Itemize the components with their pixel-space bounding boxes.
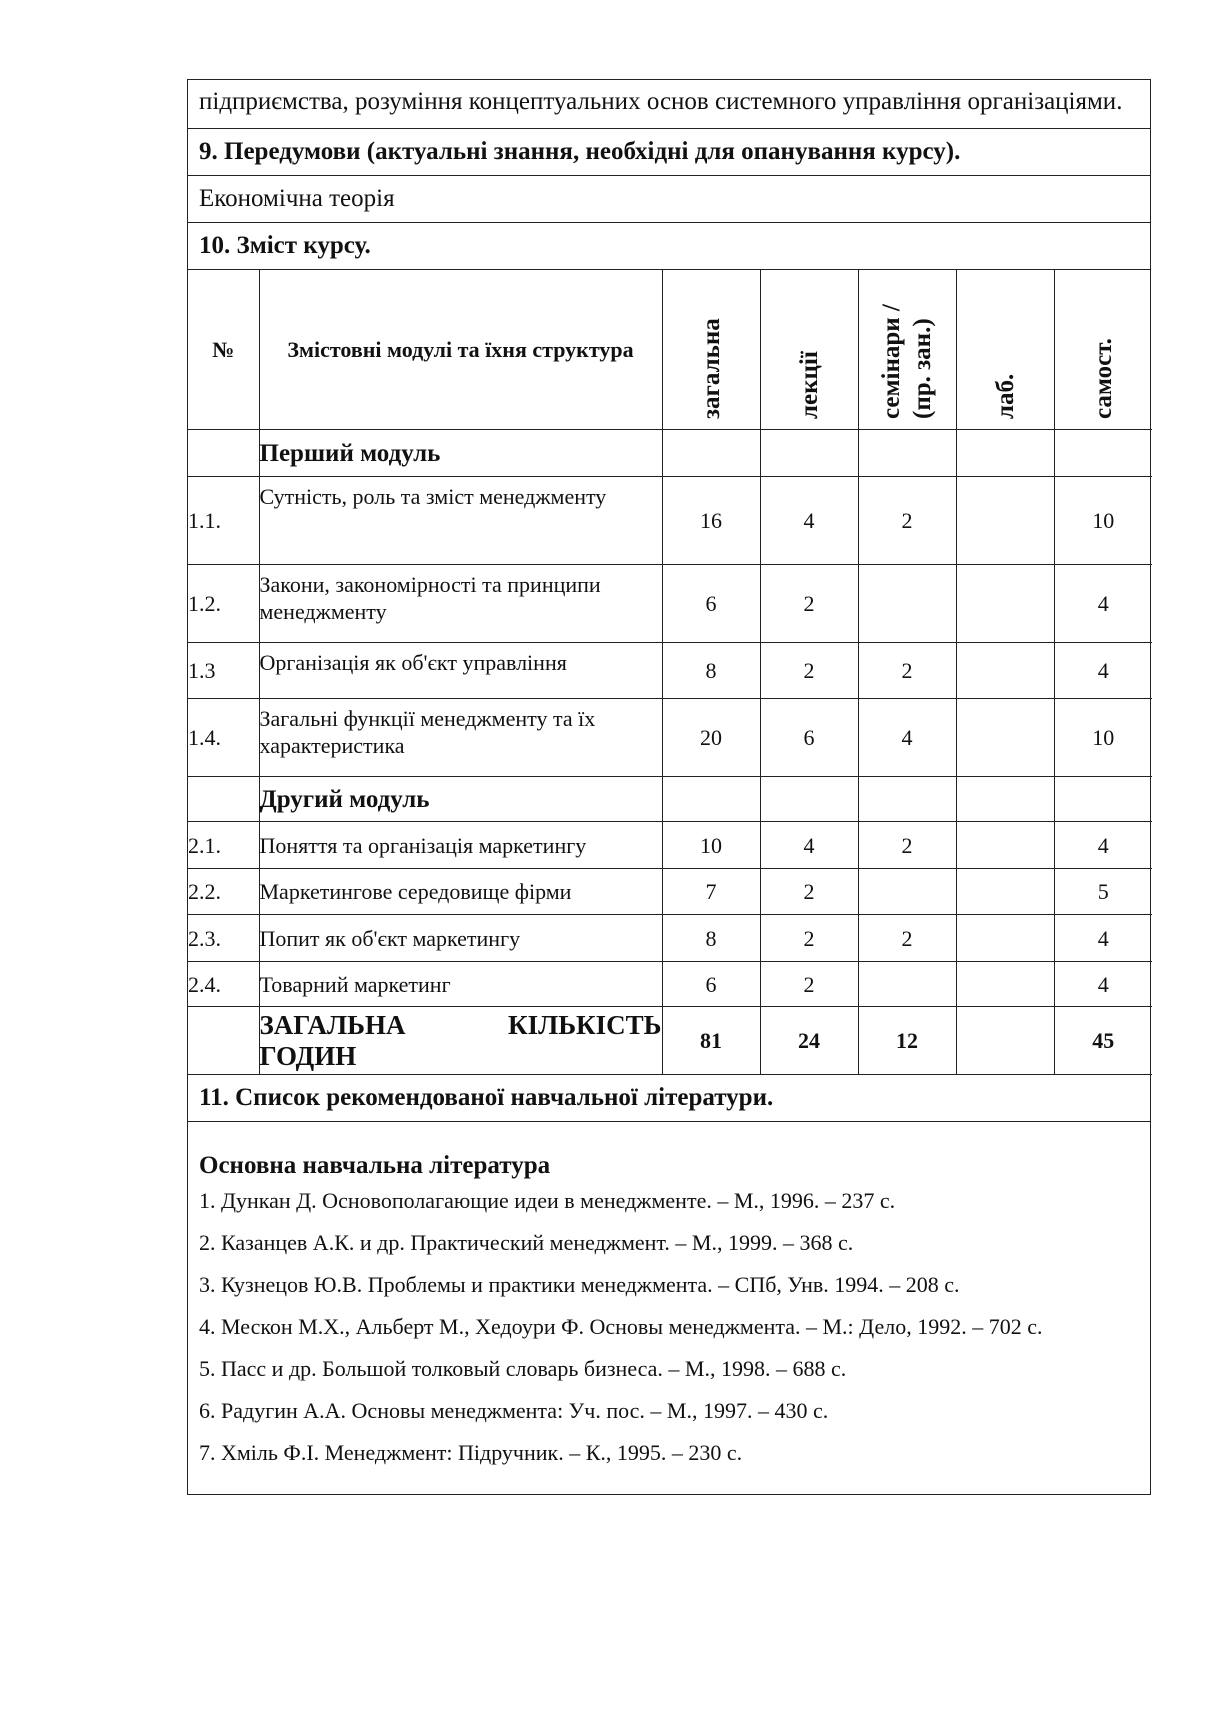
row-lectures: 2 [760, 962, 858, 1007]
empty-cell [1054, 777, 1152, 822]
row-number: 2.2. [188, 869, 259, 915]
module-2-title [259, 777, 662, 822]
table-row [188, 962, 1152, 1007]
total-label-cell [259, 1007, 662, 1075]
row-total: 8 [662, 915, 760, 962]
total-self-study: 45 [1054, 1007, 1152, 1075]
literature-item: 2. Казанцев А.К. и др. Практический менеджмент. – М., 1999. – 368 с. [199, 1230, 854, 1255]
total-seminars: 12 [858, 1007, 956, 1075]
row-lectures: 2 [760, 869, 858, 915]
table-row [188, 643, 1152, 699]
header-total [662, 270, 760, 430]
row-total: 8 [662, 643, 760, 699]
row-topic: Організація як об'єкт управління [259, 643, 662, 699]
section-10-title: 10. Зміст курсу. [188, 223, 1150, 270]
row-number: 2.1. [188, 822, 259, 869]
empty-cell [662, 777, 760, 822]
table-header-row [188, 270, 1152, 430]
row-number: 2.4. [188, 962, 259, 1007]
row-self-study: 4 [1054, 915, 1152, 962]
empty-cell [858, 430, 956, 477]
section-9-body: Економічна теорія [188, 176, 1150, 223]
row-topic: Товарний маркетинг [259, 962, 662, 1007]
row-lectures: 4 [760, 477, 858, 565]
row-seminars: 2 [858, 915, 956, 962]
row-total: 7 [662, 869, 760, 915]
row-number: 1.2. [188, 565, 259, 643]
total-label-word-2: КІЛЬКІСТЬ [508, 1009, 662, 1040]
empty-cell [760, 430, 858, 477]
row-lectures: 2 [760, 643, 858, 699]
course-content-table [188, 270, 1152, 1075]
literature-item: 7. Хміль Ф.І. Менеджмент: Підручник. – К., 1995. – 230 с. [199, 1440, 743, 1465]
row-number: 1.1. [188, 477, 259, 565]
header-self-study [1054, 270, 1152, 430]
literature-list [188, 1122, 1150, 1495]
total-label-line-1 [260, 1010, 662, 1041]
row-self-study: 10 [1054, 477, 1152, 565]
table-row [188, 869, 1152, 915]
row-seminars: 4 [858, 699, 956, 777]
row-labs [956, 962, 1054, 1007]
empty-cell [858, 777, 956, 822]
row-labs [956, 477, 1054, 565]
header-module-title: Змістовні модулі та їхня структура [259, 270, 662, 430]
header-labs [956, 270, 1054, 430]
row-number: 2.3. [188, 915, 259, 962]
row-total: 10 [662, 822, 760, 869]
row-lectures: 2 [760, 565, 858, 643]
intro-text: підприємства, розуміння концептуальних основ системного управління організаціями. [199, 88, 1123, 115]
row-topic: Сутність, роль та зміст менеджменту [259, 477, 662, 565]
table-row [188, 477, 1152, 565]
total-labs [956, 1007, 1054, 1075]
row-self-study: 4 [1054, 822, 1152, 869]
table-row [188, 565, 1152, 643]
row-self-study: 5 [1054, 869, 1152, 915]
empty-cell [662, 430, 760, 477]
empty-cell [1054, 430, 1152, 477]
table-row [188, 699, 1152, 777]
total-row [188, 1007, 1152, 1075]
row-labs [956, 643, 1054, 699]
header-labs-label: лаб. [991, 373, 1019, 419]
empty-cell [956, 430, 1054, 477]
total-label-word-1: ЗАГАЛЬНА [259, 1009, 406, 1040]
empty-cell [956, 777, 1054, 822]
literature-item: 5. Пасс и др. Большой толковый словарь бизнеса. – М., 1998. – 688 с. [199, 1356, 847, 1381]
empty-cell [188, 1007, 259, 1075]
header-seminars-label: семінари / (пр. зан.) [878, 304, 936, 419]
row-seminars [858, 869, 956, 915]
row-topic: Поняття та організація маркетингу [259, 822, 662, 869]
row-labs [956, 822, 1054, 869]
module-row [188, 430, 1152, 477]
row-total: 6 [662, 565, 760, 643]
literature-item: 6. Радугин А.А. Основы менеджмента: Уч. пос. – М., 1997. – 430 с. [199, 1398, 829, 1423]
header-total-label: загальна [697, 318, 725, 419]
module-2-label: Другий модуль [259, 785, 430, 813]
header-lectures [760, 270, 858, 430]
row-lectures: 4 [760, 822, 858, 869]
section-9-title: 9. Передумови (актуальні знання, необхідні для опанування курсу). [188, 129, 1150, 176]
row-lectures: 6 [760, 699, 858, 777]
row-total: 6 [662, 962, 760, 1007]
row-total: 16 [662, 477, 760, 565]
row-seminars [858, 565, 956, 643]
table-row [188, 915, 1152, 962]
header-seminars [858, 270, 956, 430]
literature-item: 1. Дункан Д. Основополагающие идеи в менеджменте. – М., 1996. – 237 с. [199, 1188, 896, 1213]
header-self-study-label: самост. [1089, 338, 1117, 419]
row-labs [956, 565, 1054, 643]
row-seminars: 2 [858, 822, 956, 869]
header-lectures-label: лекції [795, 351, 823, 419]
intro-paragraph [188, 80, 1150, 129]
empty-cell [188, 777, 259, 822]
module-1-title [259, 430, 662, 477]
row-topic: Загальні функції менеджменту та їх характеристика [259, 699, 662, 777]
module-row [188, 777, 1152, 822]
row-seminars: 2 [858, 477, 956, 565]
total-label-word-3: ГОДИН [259, 1040, 357, 1071]
row-lectures: 2 [760, 915, 858, 962]
row-topic: Закони, закономірності та принципи менеджменту [259, 565, 662, 643]
total-lectures: 24 [760, 1007, 858, 1075]
empty-cell [188, 430, 259, 477]
section-11-title: 11. Список рекомендованої навчальної літератури. [188, 1075, 1150, 1122]
literature-item: 4. Мескон М.Х., Альберт М., Хедоури Ф. Основы менеджмента. – М.: Дело, 1992. – 702 с. [199, 1314, 1043, 1339]
row-self-study: 10 [1054, 699, 1152, 777]
row-labs [956, 915, 1054, 962]
row-labs [956, 869, 1054, 915]
row-number: 1.3 [188, 643, 259, 699]
row-number: 1.4. [188, 699, 259, 777]
literature-item: 3. Кузнецов Ю.В. Проблемы и практики менеджмента. – СПб, Унв. 1994. – 208 с. [199, 1272, 960, 1297]
header-number: № [188, 270, 259, 430]
row-self-study: 4 [1054, 643, 1152, 699]
literature-subtitle: Основна навчальна література [199, 1152, 551, 1179]
document-page [187, 79, 1151, 1495]
row-topic: Попит як об'єкт маркетингу [259, 915, 662, 962]
course-table-frame [187, 79, 1151, 1495]
row-seminars [858, 962, 956, 1007]
total-total: 81 [662, 1007, 760, 1075]
row-total: 20 [662, 699, 760, 777]
table-row [188, 822, 1152, 869]
row-self-study: 4 [1054, 962, 1152, 1007]
row-topic: Маркетингове середовище фірми [259, 869, 662, 915]
module-1-label: Перший модуль [259, 439, 441, 467]
empty-cell [760, 777, 858, 822]
total-label [260, 1010, 662, 1072]
row-labs [956, 699, 1054, 777]
row-self-study: 4 [1054, 565, 1152, 643]
row-seminars: 2 [858, 643, 956, 699]
